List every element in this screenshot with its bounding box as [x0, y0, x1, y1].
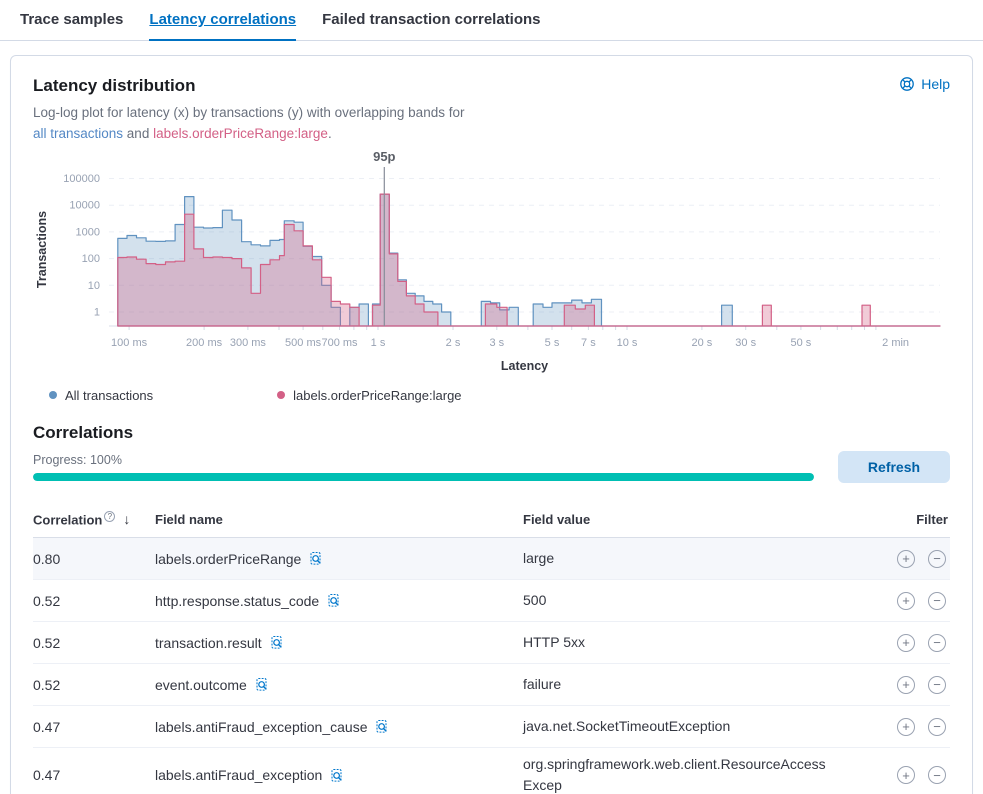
- help-label: Help: [921, 76, 950, 92]
- latency-correlations-panel: [10, 55, 973, 794]
- table-row: [33, 538, 950, 580]
- legend-label: labels.orderPriceRange:large: [293, 387, 462, 403]
- filter-exclude-button[interactable]: −: [928, 592, 946, 610]
- svg-text:500 ms: 500 ms: [285, 336, 322, 349]
- field-value: java.net.SocketTimeoutException: [523, 718, 731, 735]
- filter-include-button[interactable]: +: [897, 634, 915, 652]
- view-in-discover-icon[interactable]: [326, 593, 341, 608]
- chart-legend: [33, 388, 950, 403]
- column-header-correlation[interactable]: [33, 511, 155, 527]
- correlation-value: 0.52: [33, 634, 61, 651]
- svg-text:1000: 1000: [75, 226, 100, 239]
- tab-trace-samples[interactable]: Trace samples: [20, 11, 124, 28]
- svg-text:1: 1: [93, 306, 100, 319]
- svg-text:Latency: Latency: [500, 358, 549, 373]
- tab-latency-correlations[interactable]: Latency correlations: [149, 11, 296, 41]
- field-value: 500: [523, 592, 547, 609]
- field-value: failure: [523, 676, 562, 693]
- view-in-discover-icon[interactable]: [329, 768, 344, 783]
- description-period: .: [327, 125, 332, 141]
- correlation-header-label: Correlation: [33, 512, 103, 528]
- svg-text:7 s: 7 s: [581, 336, 596, 349]
- progress-bar: [33, 473, 814, 481]
- legend-item-all-transactions[interactable]: [49, 388, 153, 403]
- filter-exclude-button[interactable]: −: [928, 550, 946, 568]
- svg-text:100 ms: 100 ms: [111, 336, 148, 349]
- legend-swatch-blue: [49, 391, 57, 399]
- tab-bar: [0, 0, 983, 41]
- view-in-discover-icon[interactable]: [254, 677, 269, 692]
- filter-exclude-button[interactable]: −: [928, 766, 946, 784]
- svg-text:2 min: 2 min: [882, 336, 910, 349]
- help-icon: [899, 76, 915, 92]
- sort-descending-icon[interactable]: ↓: [123, 511, 131, 528]
- field-value: HTTP 5xx: [523, 634, 585, 651]
- field-value: large: [523, 550, 555, 567]
- column-header-filter: Filter: [916, 511, 948, 527]
- filter-include-button[interactable]: +: [897, 592, 915, 610]
- panel-title: Latency distribution: [33, 76, 196, 95]
- latency-distribution-chart: [33, 147, 950, 384]
- svg-text:700 ms: 700 ms: [321, 336, 358, 349]
- svg-text:5 s: 5 s: [544, 336, 560, 349]
- legend-swatch-pink: [277, 391, 285, 399]
- svg-text:20 s: 20 s: [691, 336, 713, 349]
- filter-include-button[interactable]: +: [897, 718, 915, 736]
- svg-text:10: 10: [87, 279, 100, 292]
- field-name-value: event.outcome: [155, 676, 247, 693]
- field-name-value: transaction.result: [155, 634, 262, 651]
- refresh-button[interactable]: Refresh: [838, 451, 950, 483]
- svg-text:10 s: 10 s: [616, 336, 638, 349]
- all-transactions-link[interactable]: all transactions: [33, 125, 124, 141]
- svg-text:1 s: 1 s: [370, 336, 386, 349]
- table-row: [33, 748, 950, 794]
- svg-text:10000: 10000: [69, 199, 100, 212]
- table-row: [33, 580, 950, 622]
- table-body: [33, 538, 950, 794]
- legend-item-order-price-range[interactable]: [277, 388, 461, 403]
- svg-text:Transactions: Transactions: [35, 210, 49, 288]
- svg-text:100000: 100000: [63, 172, 100, 185]
- legend-label: All transactions: [65, 387, 154, 403]
- view-in-discover-icon[interactable]: [308, 551, 323, 566]
- filter-include-button[interactable]: +: [897, 766, 915, 784]
- chart-description: [33, 103, 553, 145]
- column-header-field-name: Field name: [155, 511, 223, 527]
- help-link[interactable]: [899, 76, 950, 92]
- correlation-value: 0.47: [33, 718, 61, 735]
- column-header-field-value: Field value: [523, 511, 591, 527]
- table-header: [33, 505, 950, 538]
- svg-text:2 s: 2 s: [445, 336, 461, 349]
- correlation-value: 0.52: [33, 592, 61, 609]
- svg-text:95p: 95p: [373, 148, 396, 164]
- svg-text:300 ms: 300 ms: [229, 336, 266, 349]
- description-and: and: [123, 125, 154, 141]
- svg-text:50 s: 50 s: [790, 336, 812, 349]
- filter-include-button[interactable]: +: [897, 676, 915, 694]
- correlation-help-icon[interactable]: ?: [104, 511, 115, 522]
- field-name-value: labels.orderPriceRange: [155, 550, 302, 567]
- correlations-table: [33, 505, 950, 794]
- filter-include-button[interactable]: +: [897, 550, 915, 568]
- correlations-heading: Correlations: [33, 422, 134, 442]
- filter-exclude-button[interactable]: −: [928, 634, 946, 652]
- order-price-range-link[interactable]: labels.orderPriceRange:large: [153, 125, 328, 141]
- svg-text:200 ms: 200 ms: [186, 336, 223, 349]
- field-name-value: labels.antiFraud_exception_cause: [155, 718, 368, 735]
- progress-label: Progress: 100%: [33, 452, 122, 467]
- svg-text:30 s: 30 s: [735, 336, 757, 349]
- progress-track: [33, 473, 814, 481]
- filter-exclude-button[interactable]: −: [928, 676, 946, 694]
- tab-failed-transaction-correlations[interactable]: Failed transaction correlations: [322, 11, 541, 28]
- svg-text:100: 100: [81, 252, 100, 265]
- correlation-value: 0.52: [33, 676, 61, 693]
- field-value: org.springframework.web.client.ResourceAccessExcep: [523, 756, 826, 794]
- table-row: [33, 706, 950, 748]
- table-row: [33, 622, 950, 664]
- field-name-value: labels.antiFraud_exception: [155, 767, 323, 784]
- svg-text:3 s: 3 s: [489, 336, 505, 349]
- view-in-discover-icon[interactable]: [269, 635, 284, 650]
- field-name-value: http.response.status_code: [155, 592, 320, 609]
- table-row: [33, 664, 950, 706]
- view-in-discover-icon[interactable]: [374, 719, 389, 734]
- filter-exclude-button[interactable]: −: [928, 718, 946, 736]
- correlation-value: 0.80: [33, 550, 61, 567]
- correlation-value: 0.47: [33, 767, 61, 784]
- description-line: Log-log plot for latency (x) by transactions (y) with overlapping bands for: [33, 105, 465, 120]
